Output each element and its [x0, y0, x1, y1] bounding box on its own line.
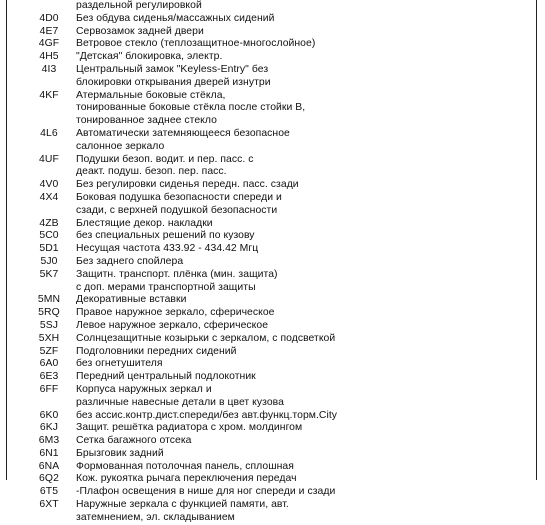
option-row — [7, 269, 536, 282]
option-code: 6KJ — [39, 422, 59, 434]
option-description: с доп. мерами транспортной защиты — [76, 281, 256, 293]
option-row — [7, 38, 536, 51]
option-row — [7, 26, 536, 39]
option-code: 4E7 — [39, 25, 59, 37]
option-code: 4KF — [39, 89, 59, 101]
option-code: 4UF — [39, 153, 59, 165]
option-row — [7, 128, 536, 141]
option-row — [7, 384, 536, 397]
options-sheet — [6, 0, 537, 523]
option-row — [7, 51, 536, 64]
option-description: Солнцезащитные козырьки с зеркалом, с подсветкой — [76, 332, 336, 344]
option-code: 4L6 — [40, 127, 58, 139]
option-code: 6N1 — [39, 447, 59, 459]
option-row — [7, 218, 536, 231]
option-row — [7, 13, 536, 26]
option-description: без огнетушителя — [76, 358, 163, 370]
option-row — [7, 64, 536, 77]
option-description: раздельной регулировкой — [76, 0, 202, 11]
option-code: 6M3 — [38, 435, 60, 447]
option-row — [7, 166, 536, 179]
option-code: 6NA — [38, 460, 60, 472]
option-description: Декоративные вставки — [76, 294, 187, 306]
option-code: 5XH — [38, 332, 60, 344]
option-row — [7, 90, 536, 103]
option-code: 5MN — [37, 294, 61, 306]
option-code: 6A0 — [39, 358, 59, 370]
option-row — [7, 512, 536, 525]
option-description: Подголовники передних сидений — [76, 345, 237, 357]
option-description: затемнением, эл. складыванием — [76, 511, 235, 523]
option-row — [7, 435, 536, 448]
option-description: Сетка багажного отсека — [76, 435, 192, 447]
option-code: 4I3 — [41, 63, 57, 75]
option-row — [7, 371, 536, 384]
option-code: 4GF — [38, 38, 60, 50]
option-code: 6FF — [39, 383, 59, 395]
option-row — [7, 205, 536, 218]
option-row — [7, 346, 536, 359]
option-code: 6Q2 — [39, 473, 59, 485]
option-code: 5K7 — [39, 268, 59, 280]
option-code: 5ZF — [39, 345, 59, 357]
option-description: Автоматически затемняющееся безопасное — [76, 127, 290, 139]
option-description: Корпуса наружных зеркал и — [76, 383, 212, 395]
option-row — [7, 77, 536, 90]
option-description: Без заднего спойлера — [76, 255, 184, 267]
option-code: 4ZB — [39, 217, 59, 229]
option-code: 4V0 — [39, 179, 59, 191]
option-code: 6T5 — [39, 486, 59, 498]
option-description: различные навесные детали в цвет кузова — [76, 396, 284, 408]
option-description: сзади, с верхней подушкой безопасности — [76, 204, 278, 216]
option-description: Формованная потолочная панель, сплошная — [76, 460, 294, 472]
option-row — [7, 473, 536, 486]
option-description: Брызговик задний — [76, 447, 164, 459]
option-row — [7, 461, 536, 474]
option-description: -Плафон освещения в нише для ног спереди и сзади — [76, 486, 336, 498]
option-row — [7, 102, 536, 115]
option-code: 5J0 — [40, 255, 58, 267]
option-code: 5SJ — [39, 319, 59, 331]
option-description: Боковая подушка безопасности спереди и — [76, 191, 282, 203]
option-row — [7, 256, 536, 269]
option-description: без ассис.контр.дист.спереди/без авт.функц.торм.City — [76, 409, 338, 421]
option-description: деакт. подуш. безоп. пер. пасс. — [76, 166, 227, 178]
option-code: 5D1 — [39, 243, 59, 255]
option-row — [7, 397, 536, 410]
option-description: Кож. рукоятка рычага переключения передач — [76, 473, 297, 485]
option-row — [7, 0, 536, 13]
option-code: 6E3 — [39, 371, 59, 383]
option-row — [7, 358, 536, 371]
option-row — [7, 333, 536, 346]
option-description: Без регулировки сиденья передн. пасс. сзади — [76, 179, 299, 191]
option-row — [7, 448, 536, 461]
option-description: Ветровое стекло (теплозащитное-многослойное) — [76, 38, 316, 50]
option-description: тонированные боковые стёкла после стойки B, — [76, 102, 306, 114]
option-code: 4X4 — [39, 191, 59, 203]
option-code: 5RQ — [38, 307, 60, 319]
option-description: Сервозамок задней двери — [76, 25, 204, 37]
option-description: Защитн. транспорт. плёнка (мин. защита) — [76, 268, 278, 280]
option-description: Центральный замок "Keyless-Entry" без — [76, 63, 269, 75]
option-description: Без обдува сиденья/массажных сидений — [76, 12, 275, 24]
option-row — [7, 154, 536, 167]
option-row — [7, 499, 536, 512]
option-row — [7, 307, 536, 320]
option-description: Атермальные боковые стёкла, — [76, 89, 226, 101]
option-description: Левое наружное зеркало, сферическое — [76, 319, 269, 331]
option-description: Несущая частота 433.92 - 434.42 Мгц — [76, 243, 259, 255]
option-row — [7, 320, 536, 333]
option-code: 6K0 — [39, 409, 59, 421]
option-row — [7, 410, 536, 423]
option-row — [7, 230, 536, 243]
option-row — [7, 192, 536, 205]
option-description: салонное зеркало — [76, 140, 165, 152]
option-row — [7, 179, 536, 192]
option-code: 4D0 — [39, 12, 59, 24]
option-row — [7, 422, 536, 435]
option-row — [7, 141, 536, 154]
option-row — [7, 282, 536, 295]
option-code: 5C0 — [39, 230, 59, 242]
option-description: тонированное заднее стекло — [76, 115, 217, 127]
option-code: 4H5 — [39, 51, 59, 63]
option-row — [7, 294, 536, 307]
option-row — [7, 115, 536, 128]
option-description: Блестящие декор. накладки — [76, 217, 213, 229]
option-description: Наружные зеркала с функцией памяти, авт. — [76, 499, 289, 511]
option-description: Подушки безоп. водит. и пер. пасс. с — [76, 153, 254, 165]
option-description: Защит. решётка радиатора с хром. молдингом — [76, 422, 303, 434]
option-description: блокировки открывания дверей изнутри — [76, 76, 271, 88]
option-description: "Детская" блокировка, электр. — [76, 51, 223, 63]
option-description: Правое наружное зеркало, сферическое — [76, 307, 275, 319]
option-code: 6XT — [39, 499, 59, 511]
option-row — [7, 243, 536, 256]
option-row — [7, 486, 536, 499]
option-description: без специальных решений по кузову — [76, 230, 255, 242]
options-list — [7, 0, 536, 525]
option-description: Передний центральный подлокотник — [76, 371, 256, 383]
